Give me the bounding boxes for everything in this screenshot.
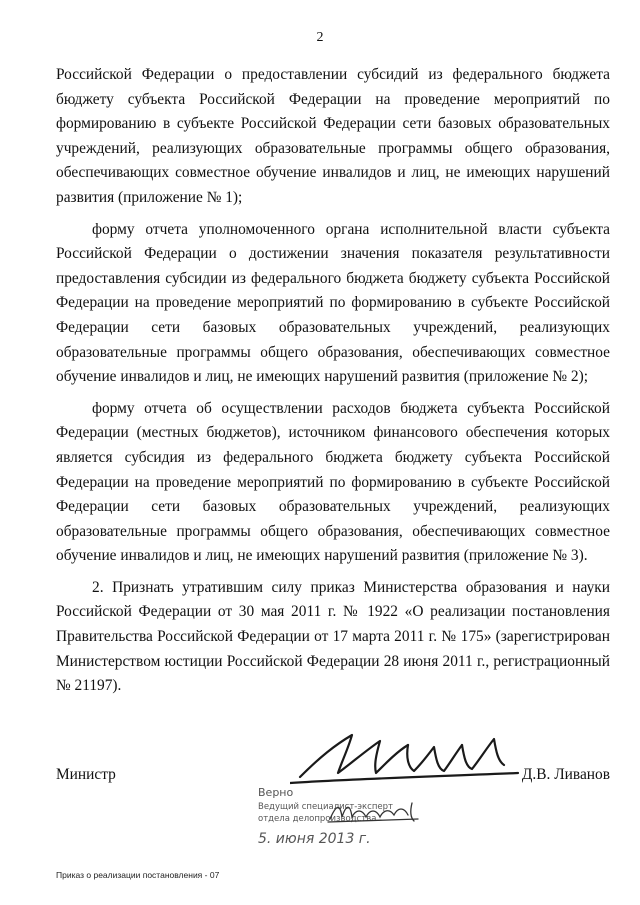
copy-certification-stamp [258, 786, 488, 858]
document-body [56, 63, 610, 699]
stamp-line-position: Ведущий специалист-эксперт [258, 802, 393, 812]
footer-reference: Приказ о реализации постановления - 07 [56, 870, 220, 880]
stamp-line-verified: Верно [258, 786, 294, 799]
position-title: Министр [56, 766, 116, 783]
paragraph-continuation: Российской Федерации о предоставлении субсидий из федерального бюджета бюджету субъекта Российской Федерации на проведение мероприятий по формированию в субъекте Российской Федерации сети базовых образовательных учреждений, реализующих образовательные программы общего образования, обеспечивающих совместное обучение инвалидов и лиц, не имеющих нарушений развития (приложение № 1); [56, 66, 610, 206]
stamp-line-department: отдела делопроизводства [258, 814, 377, 824]
stamp-handwritten-name [326, 797, 421, 825]
paragraph-repeal-order: 2. Признать утратившим силу приказ Министерства образования и науки Российской Федерации от 30 мая 2011 г. № 1922 «О реализации постановления Правительства Российской Федерации от 17 марта 2011 г. № 175» (зарегистрирован Министерством юстиции Российской Федерации 28 июня 2011 г., регистрационный № 21197). [56, 578, 610, 695]
signatory-name: Д.В. Ливанов [521, 766, 610, 783]
page-number: 2 [316, 30, 324, 45]
paragraph-report-form-2: форму отчета уполномоченного органа исполнительной власти субъекта Российской Федерации о достижении значения показателя результативности предоставления субсидии из федерального бюджета бюджету субъекта Российской Федерации на проведение мероприятий по формированию в субъекте Российской Федерации сети базовых образовательных учреждений, реализующих образовательные программы общего образования, обеспечивающих совместное обучение инвалидов и лиц, не имеющих нарушений развития (приложение № 2); [56, 220, 610, 386]
stamp-date: 5. июня 2013 г. [258, 831, 371, 847]
paragraph-report-form-3: форму отчета об осуществлении расходов бюджета субъекта Российской Федерации (местных бюджетов), источником финансового обеспечения которых является субсидия из федерального бюджета бюджету субъекта Российской Федерации на проведение мероприятий по формированию в субъекте Российской Федерации сети базовых образовательных учреждений, реализующих образовательные программы общего образования, обеспечивающих совместное обучение инвалидов и лиц, не имеющих нарушений развития (приложение № 3). [56, 399, 610, 565]
